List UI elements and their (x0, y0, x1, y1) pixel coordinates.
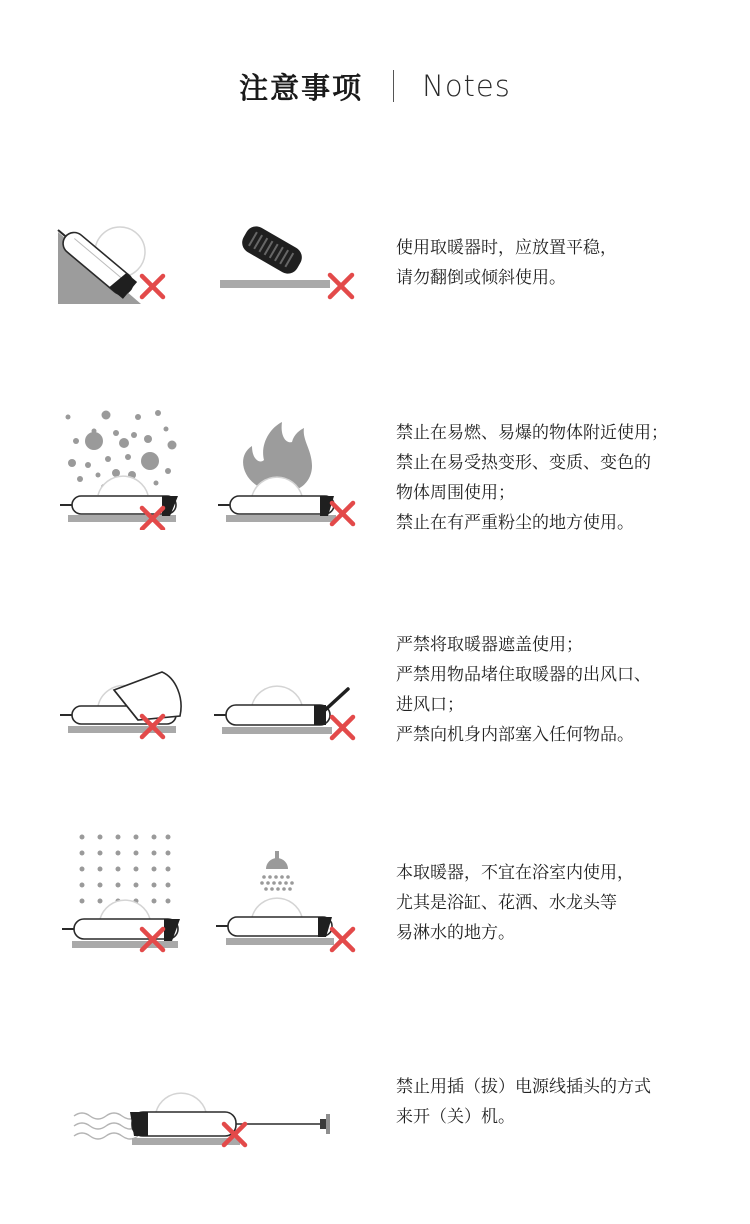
heater-on-slope-icon (56, 212, 171, 307)
note-line: 禁止在有严重粉尘的地方使用。 (396, 513, 634, 533)
title-divider (393, 70, 394, 102)
heater-near-dust-icon (58, 405, 183, 530)
note-line: 易淋水的地方。 (396, 923, 515, 943)
title-english: Notes (422, 69, 511, 103)
note-line: 禁止在易受热变形、变质、变色的 (396, 453, 651, 473)
heater-near-fire-icon (216, 420, 361, 530)
heater-tipped-over-icon (220, 220, 360, 305)
heater-under-shower-icon (214, 849, 362, 959)
note-line: 严禁将取暖器遮盖使用； (396, 635, 583, 655)
note-line: 来开（关）机。 (396, 1107, 515, 1127)
note-line: 严禁用物品堵住取暖器的出风口、 (396, 665, 651, 685)
note-line: 进风口； (396, 695, 464, 715)
note-line: 尤其是浴缸、花洒、水龙头等 (396, 893, 617, 913)
heater-in-humidity-icon (60, 829, 185, 957)
note-text-flammables (396, 418, 741, 538)
title-chinese: 注意事项 (239, 70, 364, 105)
note-text-bathroom (396, 858, 741, 948)
note-line: 本取暖器，不宜在浴室内使用， (396, 863, 634, 883)
heater-unplugging-icon (72, 1090, 342, 1154)
note-row-flammables (0, 400, 750, 540)
note-line: 物体周围使用； (396, 483, 515, 503)
note-row-power-plug (0, 1060, 750, 1160)
note-line: 使用取暖器时，应放置平稳， (396, 238, 617, 258)
note-line: 禁止在易燃、易爆的物体附近使用； (396, 423, 668, 443)
note-text-power-plug (396, 1072, 741, 1132)
heater-object-inserted-icon (212, 685, 362, 750)
note-text-stability (396, 233, 741, 293)
note-text-covering (396, 630, 741, 750)
note-line: 禁止用插（拔）电源线插头的方式 (396, 1077, 651, 1097)
note-line: 严禁向机身内部塞入任何物品。 (396, 725, 634, 745)
note-line: 请勿翻倒或倾斜使用。 (396, 268, 566, 288)
note-row-bathroom (0, 825, 750, 965)
note-row-stability (0, 200, 750, 320)
page-header (0, 62, 750, 110)
heater-covered-icon (58, 670, 188, 750)
note-row-covering (0, 630, 750, 760)
